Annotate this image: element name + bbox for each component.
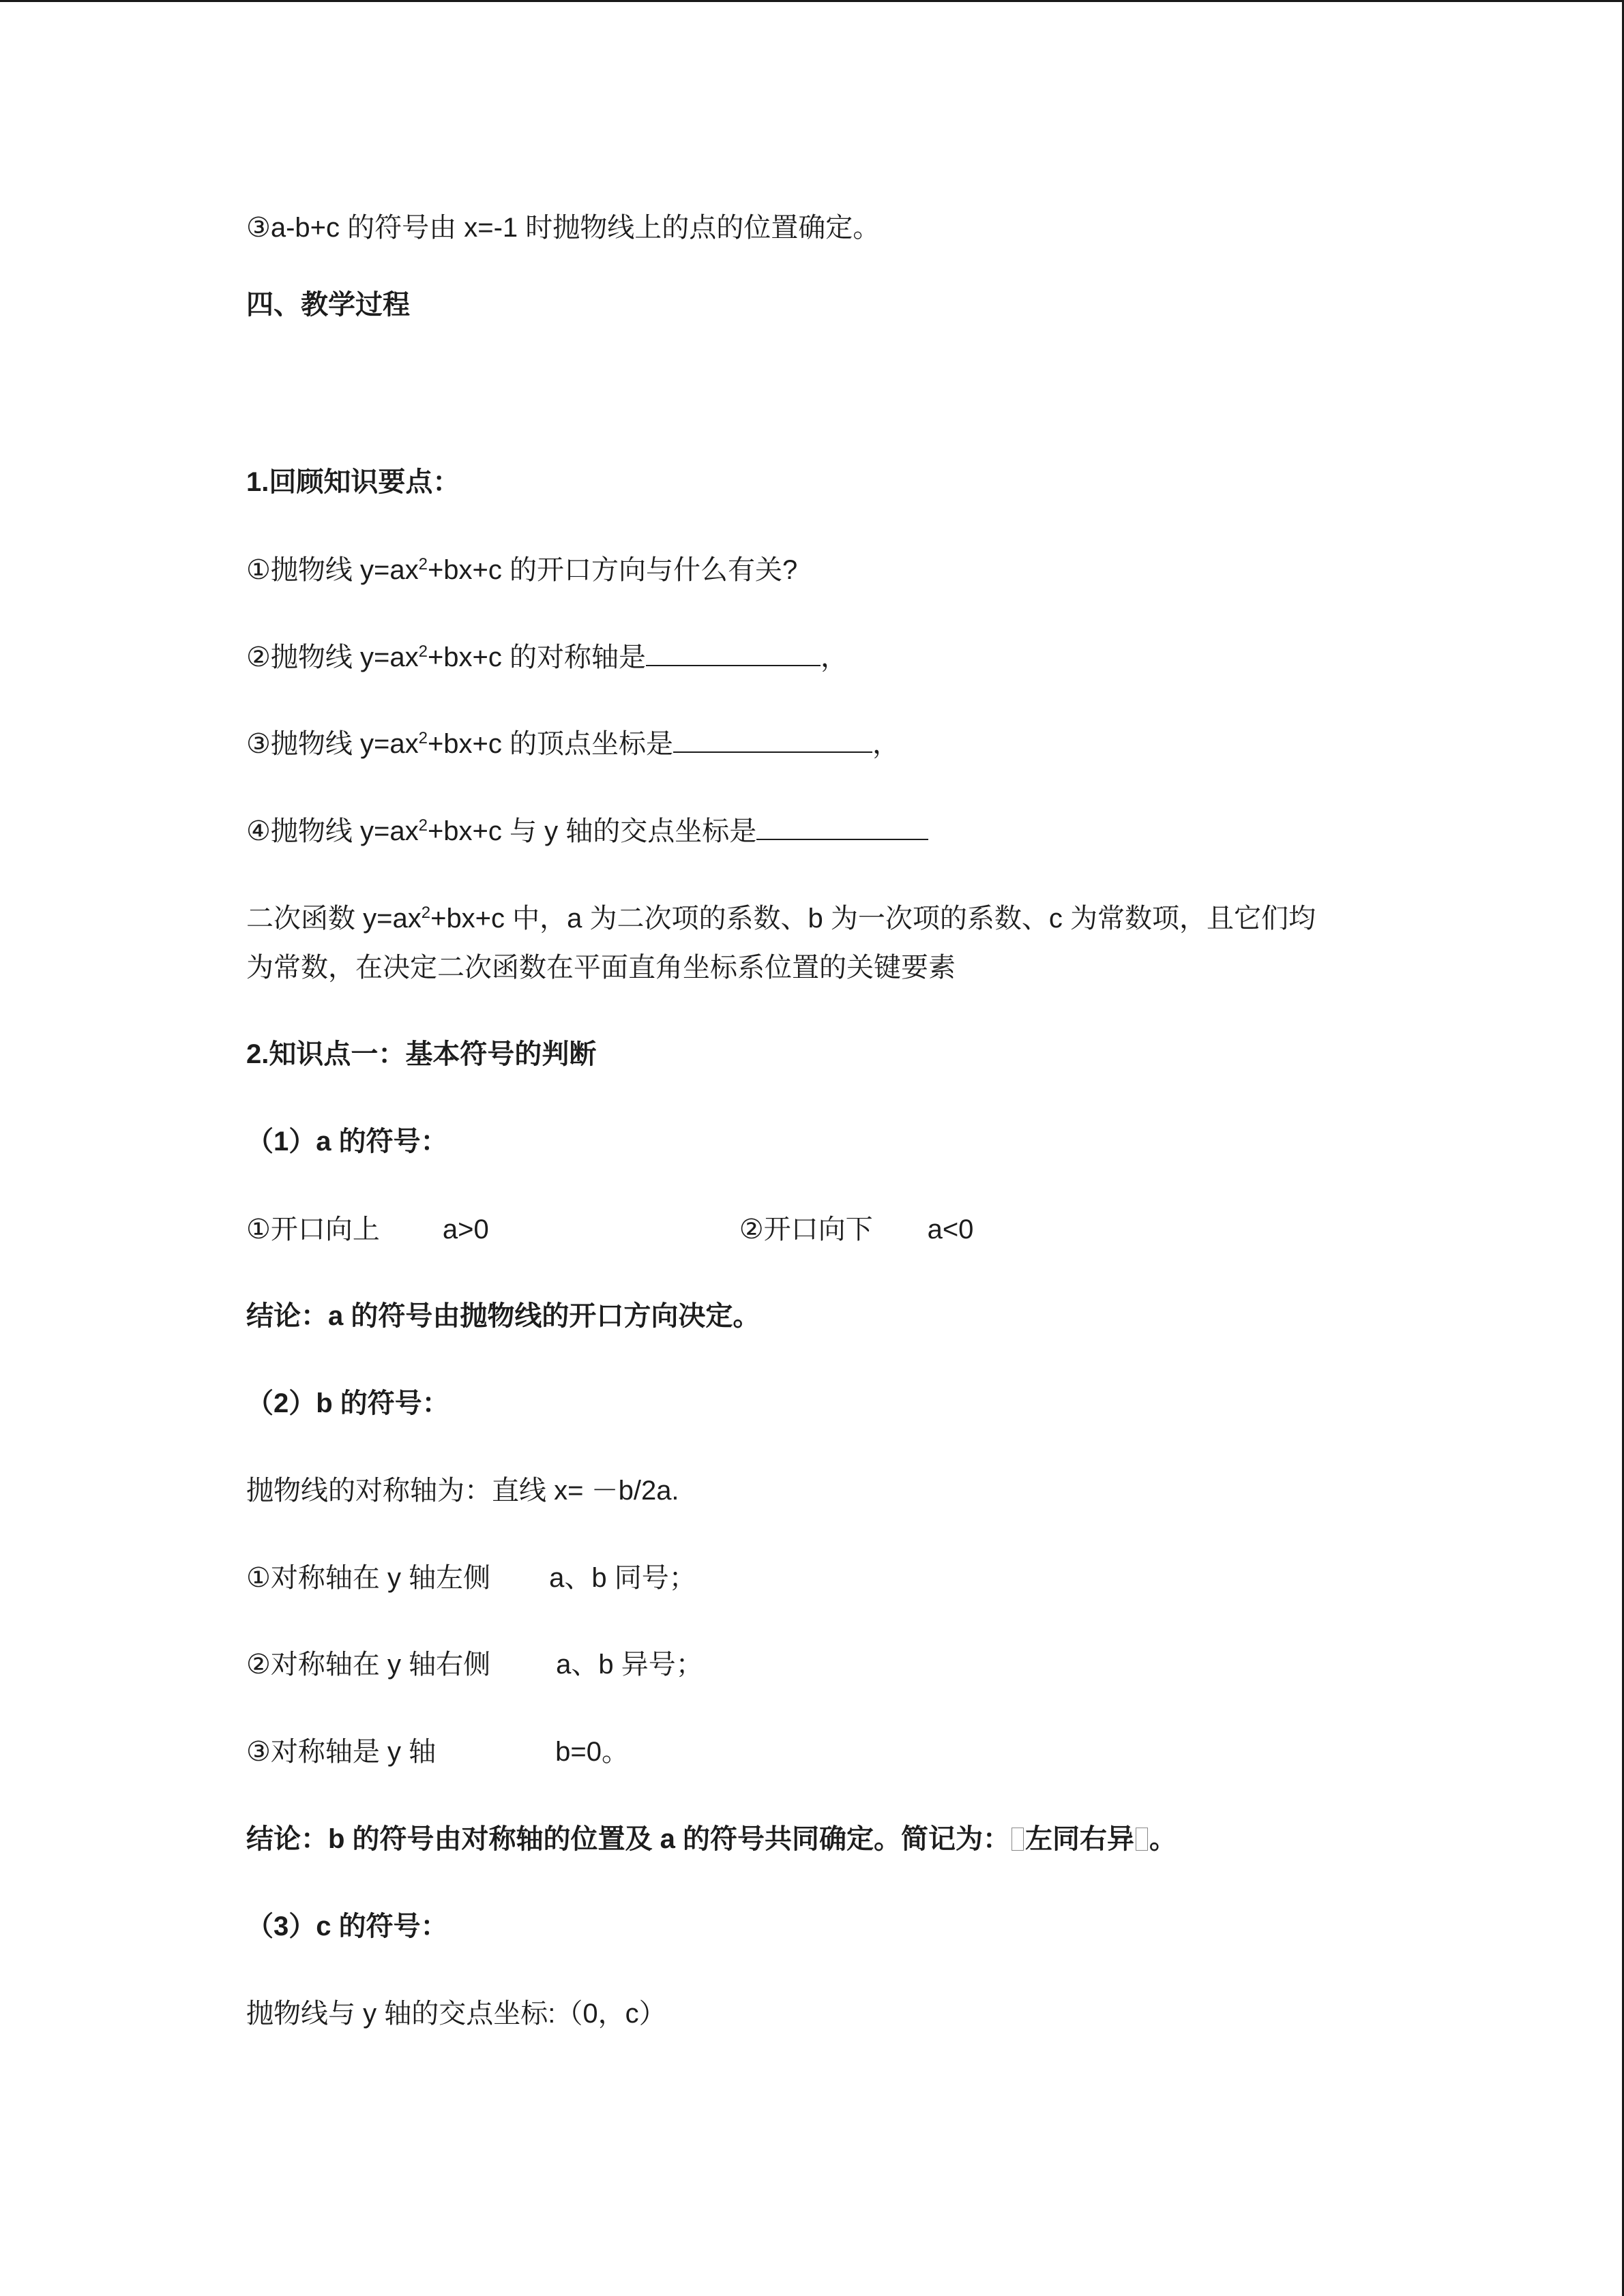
- question-3-text-b: +bx+c 的顶点坐标是: [427, 729, 674, 759]
- a-case-down-value: a<0: [927, 1214, 974, 1244]
- a-case-up-value: a>0: [442, 1214, 489, 1244]
- y-intercept-coordinate: 抛物线与 y 轴的交点坐标:（0，c）: [246, 1999, 666, 2029]
- paragraph-coefficients-line-1: [246, 902, 1316, 935]
- question-2-text-a: ②抛物线 y=ax: [246, 642, 419, 672]
- b-case-right-label: ②对称轴在 y 轴右侧: [246, 1650, 491, 1680]
- b-case-left-label: ①对称轴在 y 轴左侧: [246, 1563, 491, 1593]
- superscript-2: 2: [418, 816, 428, 835]
- conclusion-b-period: 。: [1149, 1824, 1177, 1854]
- heading-sign-of-c: （3）c 的符号：: [246, 1911, 448, 1941]
- paragraph-coefficients-line-2: 为常数，在决定二次函数在平面直角坐标系位置的关键要素: [246, 953, 956, 983]
- question-3-comma: ，: [872, 729, 900, 759]
- question-4-text-a: ④抛物线 y=ax: [246, 816, 419, 846]
- conclusion-b-mnemonic: 左同右异: [1025, 1824, 1135, 1854]
- heading-review-points: 1.回顾知识要点：: [246, 467, 460, 497]
- b-case-axis-value: b=0。: [555, 1737, 629, 1767]
- superscript-2: 2: [418, 555, 428, 573]
- question-1-text-b: +bx+c 的开口方向与什么有关?: [427, 555, 798, 585]
- heading-sign-of-b: （2）b 的符号：: [246, 1388, 449, 1418]
- page-border-top: [0, 0, 1624, 2]
- question-1-text-a: ①抛物线 y=ax: [246, 555, 419, 585]
- a-case-up-label: ①开口向上: [246, 1214, 380, 1244]
- b-case-right-value: a、b 异号；: [556, 1650, 703, 1680]
- question-3-text-a: ③抛物线 y=ax: [246, 729, 419, 759]
- missing-glyph-box: [1136, 1828, 1148, 1851]
- question-1: [246, 554, 797, 586]
- heading-knowledge-point-1: 2.知识点一：基本符号的判断: [246, 1039, 597, 1069]
- a-case-down-label: ②开口向下: [739, 1214, 873, 1244]
- section-heading-teaching-process: 四、教学过程: [246, 290, 410, 320]
- axis-of-symmetry-formula: 抛物线的对称轴为：直线 x= －b/2a.: [246, 1476, 679, 1506]
- question-2: [246, 641, 848, 674]
- paragraph-text-b: +bx+c 中，a 为二次项的系数、b 为一次项的系数、c 为常数项，且它们均: [430, 904, 1316, 934]
- text-line-abc-sign: ③a-b+c 的符号由 x=-1 时抛物线上的点的位置确定。: [246, 213, 881, 243]
- question-2-comma: ，: [821, 642, 848, 672]
- question-2-text-b: +bx+c 的对称轴是: [427, 642, 647, 672]
- answer-blank-y-intercept[interactable]: [756, 816, 928, 840]
- b-case-right: [246, 1648, 703, 1681]
- missing-glyph-box: [1012, 1828, 1024, 1851]
- question-4: [246, 815, 928, 848]
- superscript-2: 2: [421, 904, 431, 922]
- question-3: [246, 728, 900, 760]
- b-case-axis: [246, 1735, 629, 1768]
- paragraph-text-a: 二次函数 y=ax: [246, 904, 422, 934]
- answer-blank-vertex[interactable]: [673, 728, 872, 753]
- conclusion-b-text: 结论：b 的符号由对称轴的位置及 a 的符号共同确定。简记为：: [246, 1824, 1011, 1854]
- answer-blank-axis[interactable]: [646, 642, 821, 666]
- heading-sign-of-a: （1）a 的符号：: [246, 1127, 448, 1157]
- conclusion-a: 结论：a 的符号由抛物线的开口方向决定。: [246, 1301, 761, 1331]
- conclusion-b: [246, 1823, 1177, 1855]
- b-case-left-value: a、b 同号；: [549, 1563, 696, 1593]
- b-case-left: [246, 1562, 696, 1594]
- question-4-text-b: +bx+c 与 y 轴的交点坐标是: [427, 816, 757, 846]
- superscript-2: 2: [418, 642, 428, 661]
- b-case-axis-label: ③对称轴是 y 轴: [246, 1737, 437, 1767]
- a-sign-cases: [246, 1213, 973, 1246]
- superscript-2: 2: [418, 729, 428, 747]
